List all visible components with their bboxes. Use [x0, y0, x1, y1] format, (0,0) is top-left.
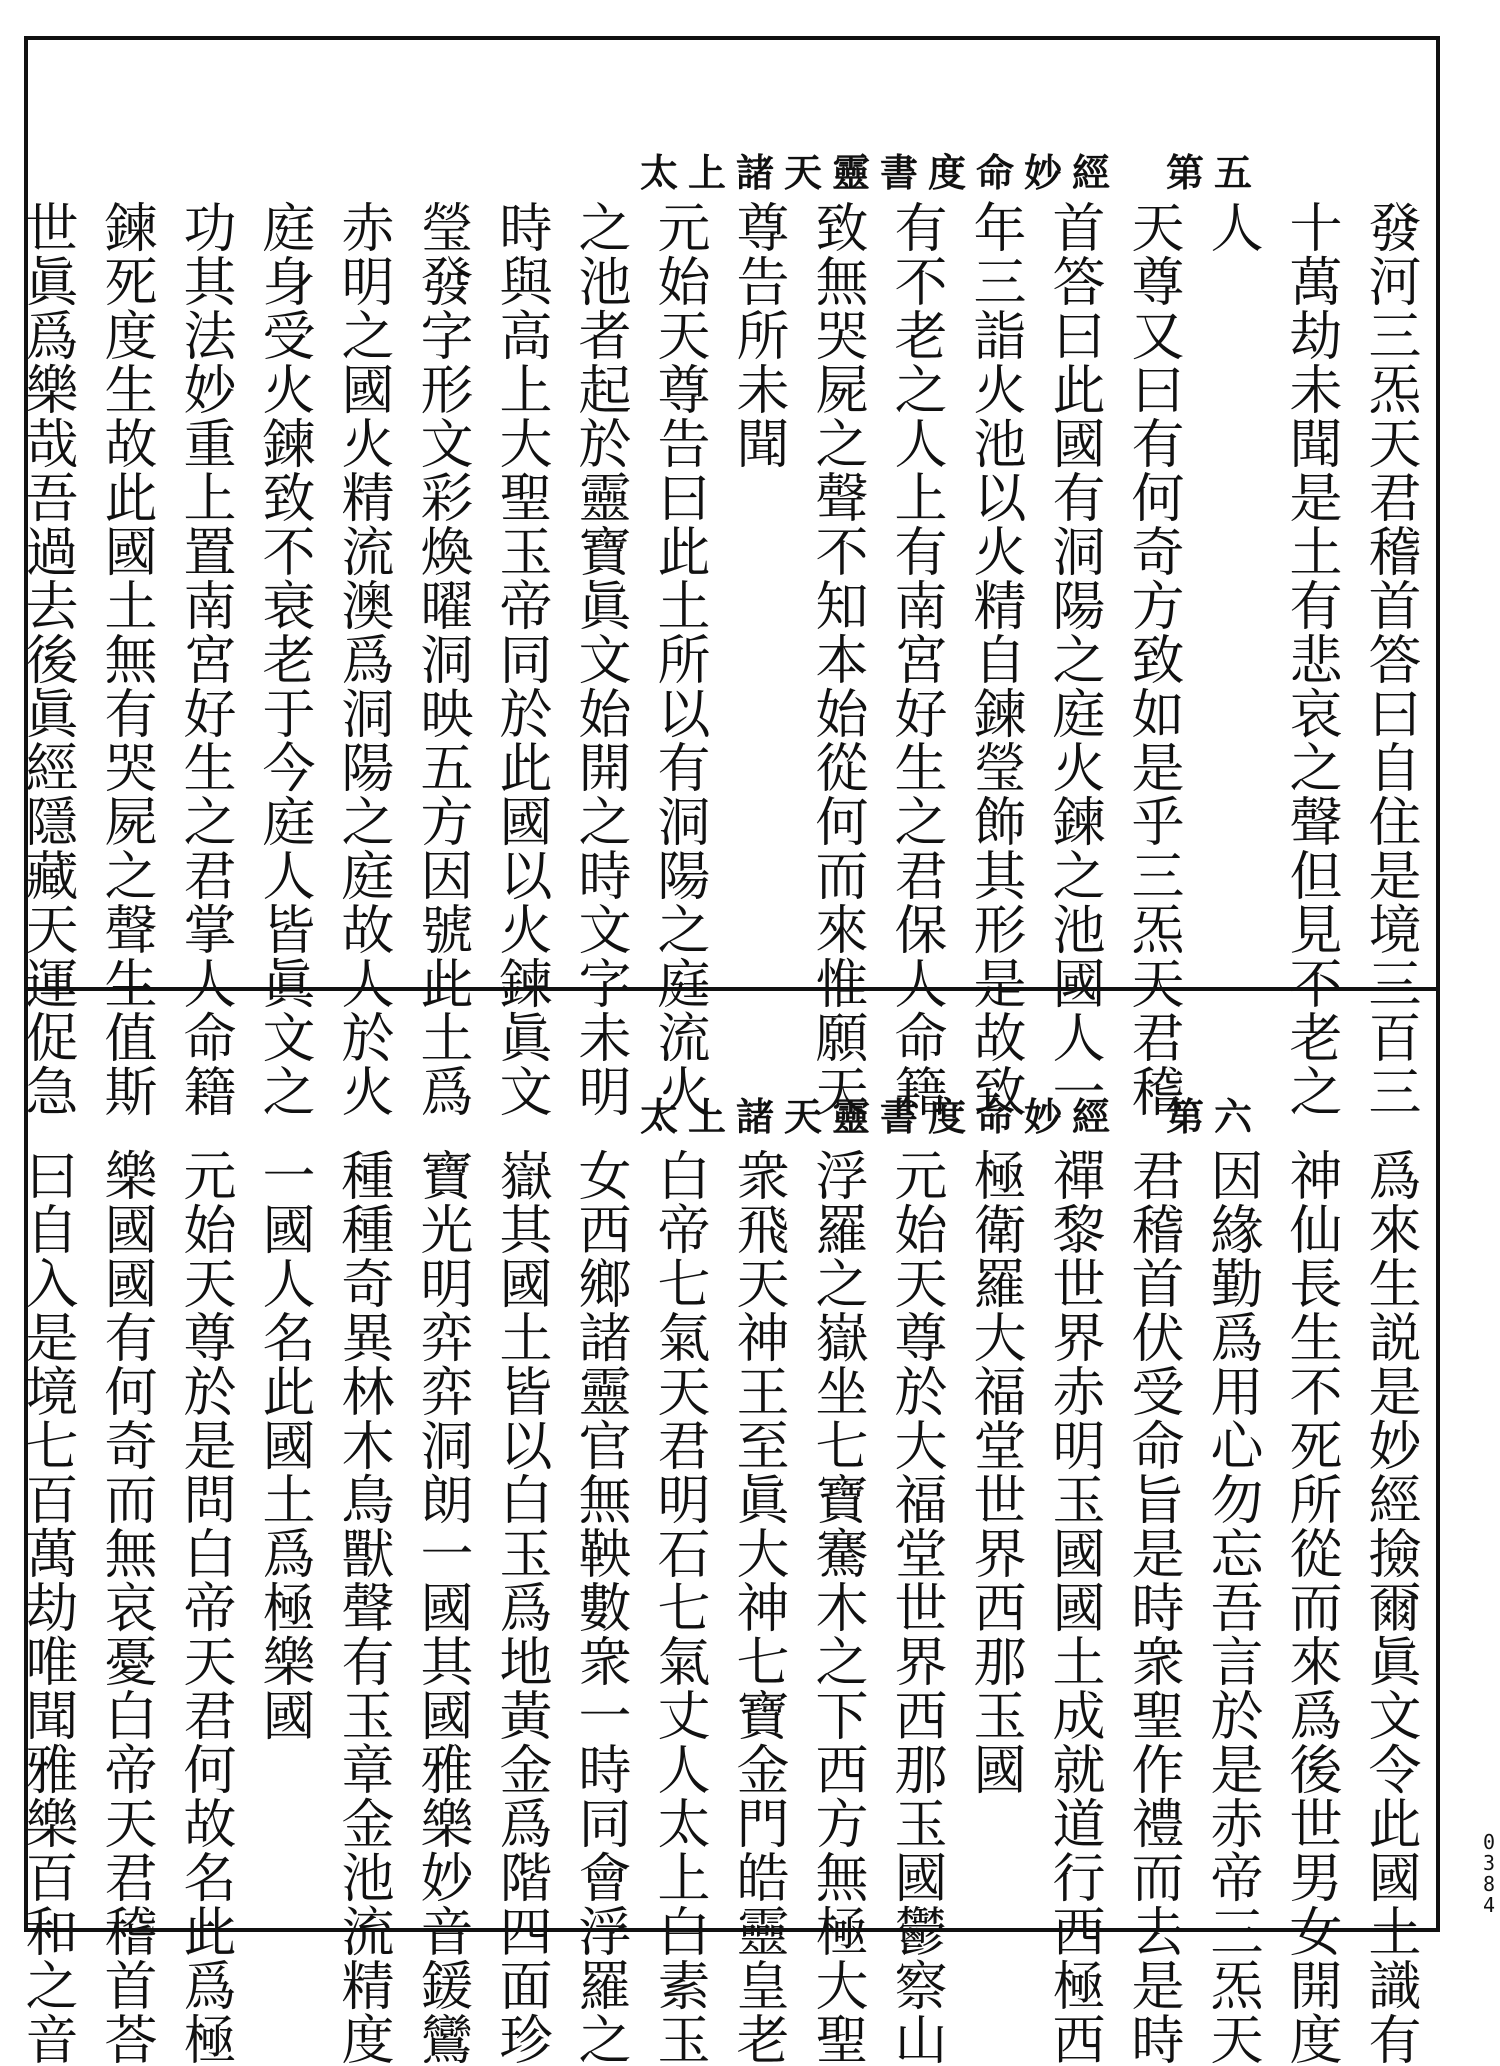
lower-text-block	[17, 1148, 1430, 2066]
upper-text-column: 天尊又曰有何奇方致如是乎三炁天君稽	[1123, 200, 1184, 1118]
lower-text-column: 曰自入是境七百萬劫唯聞雅樂百和之音	[17, 1148, 78, 2066]
upper-text-column: 年三詣火池以火精自鍊瑩飾其形是故致	[965, 200, 1026, 1118]
upper-text-column: 尊告所未聞	[728, 200, 789, 470]
lower-text-column: 君稽首伏受命旨是時衆聖作禮而去是時	[1123, 1148, 1184, 2066]
upper-text-column: 元始天尊告曰此土所以有洞陽之庭流火	[649, 200, 710, 1118]
lower-text-column: 嶽其國土皆以白玉爲地黃金爲階四面珍	[491, 1148, 552, 2066]
lower-text-column: 元始天尊於大福堂世界西那玉國鬱察山	[886, 1148, 947, 2066]
lower-text-column: 神仙長生不死所從而來爲後世男女開度	[1281, 1148, 1342, 2066]
upper-text-column: 瑩發字形文彩煥曜洞映五方因號此土爲	[412, 200, 473, 1118]
upper-text-column: 十萬劫未聞是土有悲哀之聲但見不老之	[1281, 200, 1342, 1118]
upper-text-column: 致無哭屍之聲不知本始從何而來惟願天	[807, 200, 868, 1118]
upper-text-column: 庭身受火鍊致不衰老于今庭人皆眞文之	[254, 200, 315, 1118]
lower-text-column: 衆飛天神王至眞大神七寶金門皓靈皇老	[728, 1148, 789, 2066]
upper-text-column: 功其法妙重上置南宮好生之君掌人命籍	[175, 200, 236, 1118]
lower-page-header	[640, 1086, 1262, 1141]
lower-text-column: 因緣勤爲用心勿忘吾言於是赤帝三炁天	[1202, 1148, 1263, 2066]
lower-text-column: 樂國國有何奇而無哀憂白帝天君稽首荅	[96, 1148, 157, 2066]
upper-text-column: 時與高上大聖玉帝同於此國以火鍊眞文	[491, 200, 552, 1118]
upper-text-column: 首答曰此國有洞陽之庭火鍊之池國人一	[1044, 200, 1105, 1118]
upper-text-column	[0, 200, 8, 980]
lower-text-column: 白帝七氣天君明石七氣丈人太上白素玉	[649, 1148, 710, 2066]
lower-text-column: 浮羅之嶽坐七寶騫木之下西方無極大聖	[807, 1148, 868, 2066]
lower-text-column: 一國人名此國土爲極樂國	[254, 1148, 315, 1742]
upper-text-column: 鍊死度生故此國土無有哭屍之聲生值斯	[96, 200, 157, 1118]
page-number: 0384	[1482, 1830, 1496, 1917]
upper-text-column: 之池者起於靈寶眞文始開之時文字未明	[570, 200, 631, 1118]
lower-text-column: 元始天尊於是問白帝天君何故名此爲極	[175, 1148, 236, 2066]
lower-text-column: 禪黎世界赤明玉國國土成就道行西極西	[1044, 1148, 1105, 2066]
lower-text-column: 女西鄉諸靈官無鞅數衆一時同會浮羅之	[570, 1148, 631, 2066]
upper-header-chapter: 第五	[1166, 150, 1263, 195]
lower-text-column: 極衛羅大福堂世界西那玉國	[965, 1148, 1026, 1796]
upper-text-column: 世眞爲樂哉吾過去後眞經隱藏天運促急	[17, 200, 78, 1118]
page-divider	[24, 987, 1440, 991]
lower-text-column: 爲來生説是妙經撿爾眞文令此國土識有	[1360, 1148, 1421, 2066]
upper-header-title: 太上諸天靈書度命妙經	[640, 150, 1121, 195]
upper-text-column: 發河三炁天君稽首答曰自住是境三百三	[1360, 200, 1421, 1118]
upper-page-header	[640, 142, 1262, 197]
lower-text-column: 種種奇異林木鳥獸聲有玉章金池流精度	[333, 1148, 394, 2066]
upper-text-column: 人	[1202, 200, 1263, 254]
lower-text-column: 寶光明弈弈洞朗一國其國雅樂妙音鍰鸞	[412, 1148, 473, 2066]
lower-header-title: 太上諸天靈書度命妙經	[640, 1094, 1121, 1139]
lower-header-chapter: 第六	[1166, 1094, 1263, 1139]
lower-text-column	[0, 1148, 8, 1928]
upper-text-column: 有不老之人上有南宮好生之君保人命籍	[886, 200, 947, 1118]
upper-text-column: 赤明之國火精流澳爲洞陽之庭故人於火	[333, 200, 394, 1118]
